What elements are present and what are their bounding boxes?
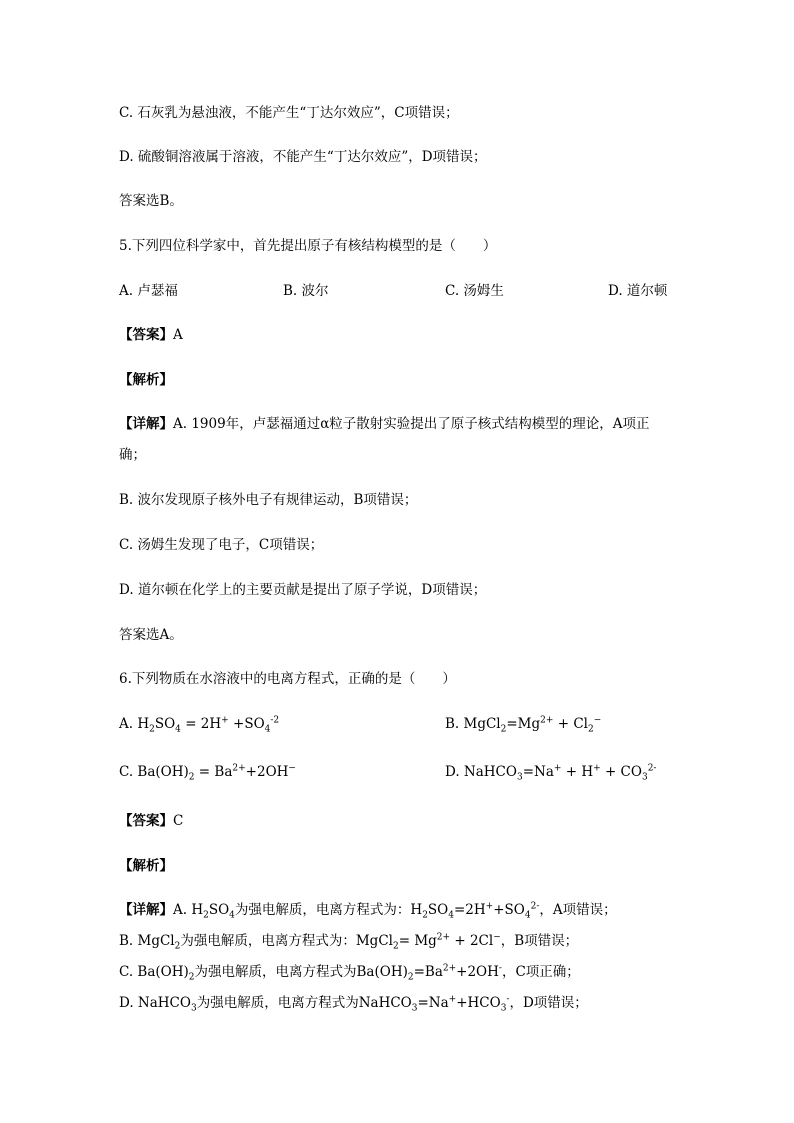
q5-option-c: C. 汤姆生 <box>445 283 504 299</box>
q6-detail-c: C. $Ba(OH)_2$为强电解质，电离方程式为$Ba(OH)_2=Ba^{2+}+2OH^-$，C项正确； <box>119 963 580 983</box>
q6-option-d: D. NaHCO$_3$=Na+ + $H^+ + CO_3^{2-}$ <box>445 763 657 783</box>
q5-stem: 5.下列四位科学家中，首先提出原子有核结构模型的是（ ） <box>119 238 497 254</box>
answer-value: C <box>173 813 184 829</box>
q6-option-c: C. $Ba(OH)_2 = Ba^{2+}+2OH^-$ <box>119 763 296 783</box>
q5-conclusion: 答案选A。 <box>119 627 183 643</box>
q5-answer <box>119 326 183 344</box>
q6-stem: 6.下列物质在水溶液中的电离方程式，正确的是（ ） <box>119 671 456 687</box>
q6-detail-d: D. NaHCO$_3$为强电解质，电离方程式为$NaHCO_3=Na^++HCO_3^-$，D项错误； <box>119 994 588 1014</box>
q5-option-b: B. 波尔 <box>283 283 329 299</box>
prev-option-c-explanation: C. 石灰乳为悬浊液，不能产生“丁达尔效应”，C项错误； <box>119 105 459 121</box>
q6-detail-a: 【详解】A. $H_2SO_4$为强电解质，电离方程式为：$H_2SO_4=2H^++SO_4^{2-}$，A项错误； <box>119 901 617 921</box>
q5-detail-1-continued: 确； <box>119 447 146 463</box>
q6-detail-b: B. MgCl$_2$为强电解质，电离方程式为：MgCl$_2$= $Mg^{2+} + 2Cl^-$，B项错误； <box>119 932 579 952</box>
q5-option-a: A. 卢瑟福 <box>119 283 178 299</box>
q5-detail-2: B. 波尔发现原子核外电子有规律运动，B项错误； <box>119 492 418 508</box>
q6-option-a: A. $H_2SO_4 = 2H^+ +SO_4^{-2}$ <box>119 715 280 735</box>
q5-detail-3: C. 汤姆生发现了电子，C项错误； <box>119 537 324 553</box>
q5-analysis-label: 【解析】 <box>119 372 173 388</box>
q6-analysis-label: 【解析】 <box>119 858 173 874</box>
answer-label: 【答案】 <box>119 327 173 343</box>
answer-value: A <box>173 327 183 343</box>
q6-option-b: B. $MgCl_2=Mg^{2+} + Cl_2^-$ <box>445 715 602 735</box>
prev-conclusion: 答案选B。 <box>119 193 183 209</box>
answer-label: 【答案】 <box>119 813 173 829</box>
q6-answer <box>119 812 183 830</box>
q5-option-d: D. 道尔顿 <box>608 283 668 299</box>
q5-detail-1 <box>119 415 650 433</box>
prev-option-d-explanation: D. 硫酸铜溶液属于溶液，不能产生“丁达尔效应”，D项错误； <box>119 149 487 165</box>
detail-label: 【详解】 <box>119 416 173 432</box>
q5-detail-4: D. 道尔顿在化学上的主要贡献是提出了原子学说，D项错误； <box>119 582 487 598</box>
detail-label: 【详解】 <box>119 902 173 918</box>
detail-text: A. 1909年，卢瑟福通过α粒子散射实验提出了原子核式结构模型的理论，A项正 <box>173 416 650 432</box>
